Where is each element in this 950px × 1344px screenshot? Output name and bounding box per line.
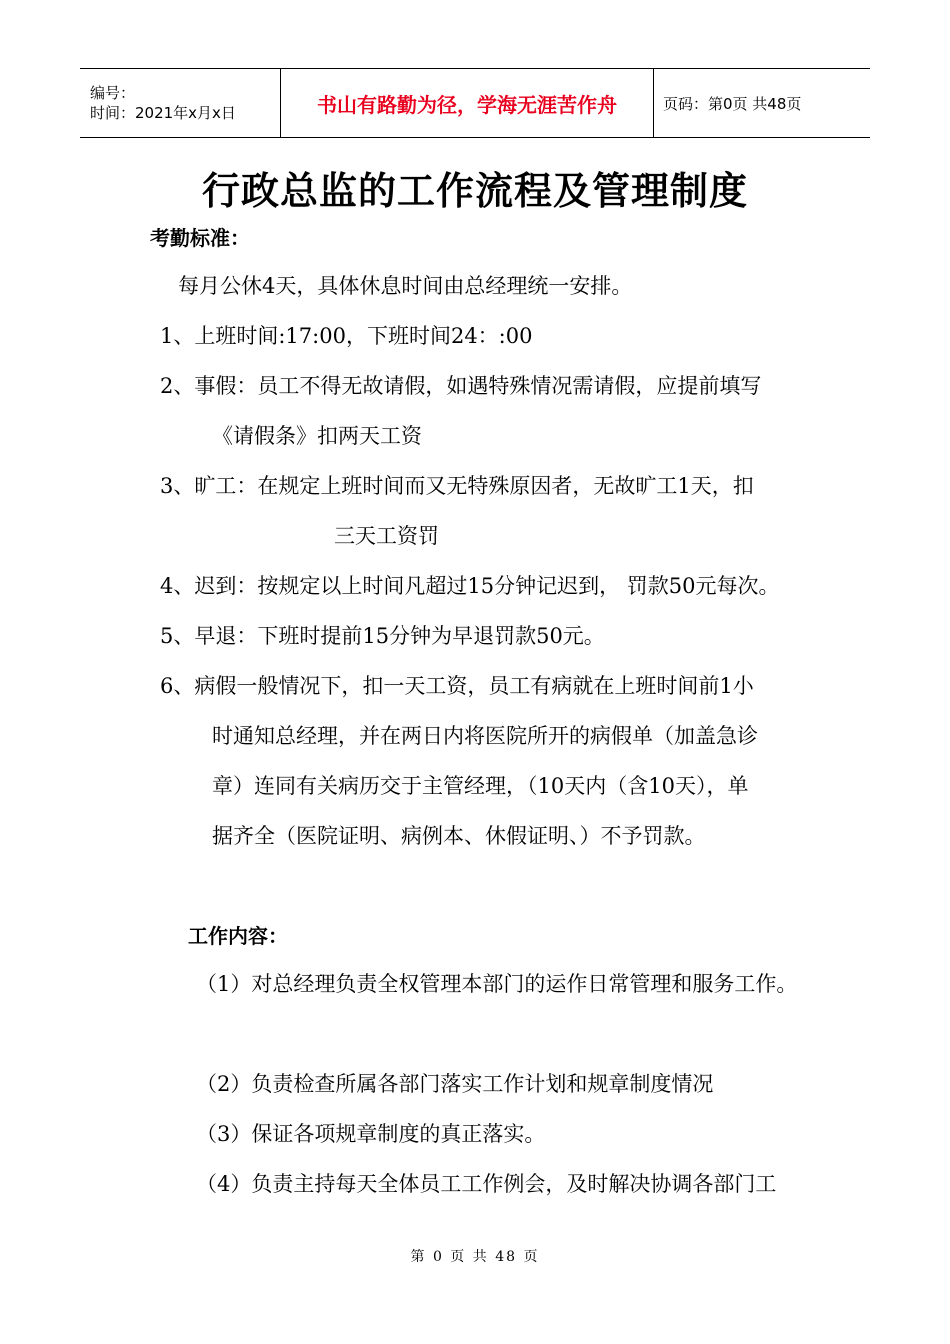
attendance-heading: 考勤标准： (150, 226, 250, 250)
motto-text: 书山有路勤为径，学海无涯苦作舟 (317, 92, 617, 117)
attendance-line: 每月公休4天，具体休息时间由总经理统一安排。 (178, 274, 633, 298)
attendance-line: 6、病假一般情况下，扣一天工资，员工有病就在上班时间前1小 (160, 674, 754, 698)
page-title: 行政总监的工作流程及管理制度 (201, 169, 748, 213)
attendance-line: 时通知总经理，并在两日内将医院所开的病假单（加盖急诊 (212, 724, 758, 748)
page-info: 页码：第0页 共48页 (663, 94, 802, 113)
attendance-line: 据齐全（医院证明、病例本、休假证明、）不予罚款。 (212, 824, 706, 848)
attendance-line: 三天工资罚 (334, 524, 439, 548)
header-motto-cell (281, 69, 654, 137)
document-header (80, 68, 870, 138)
attendance-line: 《请假条》扣两天工资 (212, 424, 422, 448)
attendance-line: 4、迟到：按规定以上时间凡超过15分钟记迟到， 罚款50元每次。 (160, 574, 780, 598)
work-line: （2）负责检查所属各部门落实工作计划和规章制度情况 (196, 1072, 714, 1096)
attendance-line: 5、早退：下班时提前15分钟为早退罚款50元。 (160, 624, 605, 648)
attendance-line: 3、旷工：在规定上班时间而又无特殊原因者，无故旷工1天，扣 (160, 474, 754, 498)
date-label: 时间：2021年x月x日 (90, 104, 236, 122)
header-page-cell (654, 69, 870, 137)
attendance-line: 2、事假：员工不得无故请假，如遇特殊情况需请假，应提前填写 (160, 374, 762, 398)
work-line: （3）保证各项规章制度的真正落实。 (196, 1122, 546, 1146)
work-line: （4）负责主持每天全体员工工作例会，及时解决协调各部门工 (196, 1172, 777, 1196)
work-line: （1）对总经理负责全权管理本部门的运作日常管理和服务工作。 (196, 972, 798, 996)
work-heading: 工作内容： (188, 924, 288, 948)
number-label: 编号： (90, 84, 136, 102)
page-footer: 第 0 页 共 48 页 (410, 1249, 540, 1265)
attendance-line: 章）连同有关病历交于主管经理，（10天内（含10天），单 (212, 774, 749, 798)
header-info-cell (80, 69, 281, 137)
attendance-line: 1、上班时间:17:00，下班时间24：:00 (160, 324, 533, 348)
